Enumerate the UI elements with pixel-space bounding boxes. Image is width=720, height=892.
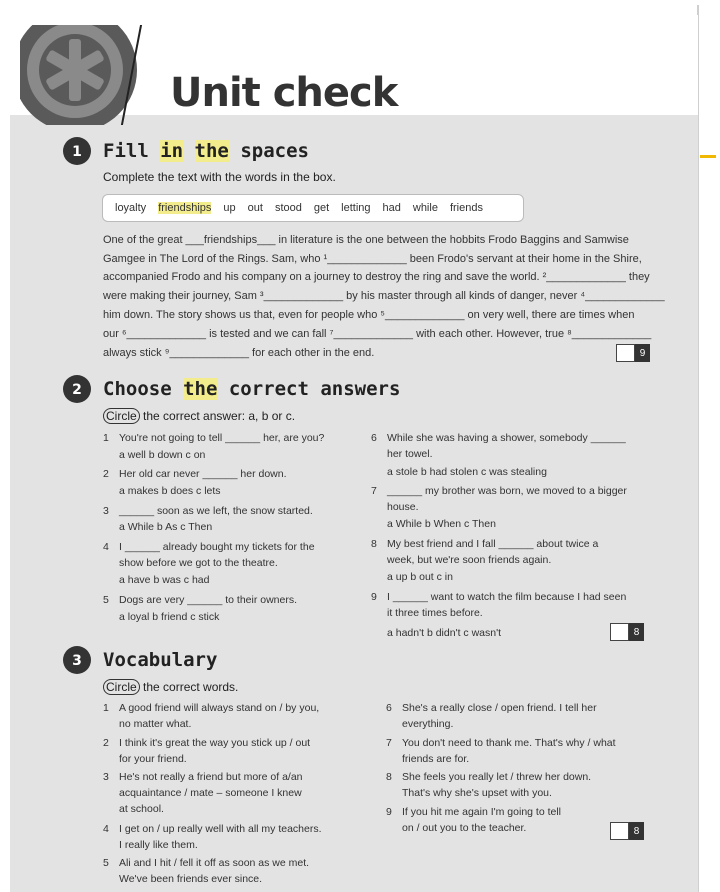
question-item: 2 Her old car never ______ her down.: [103, 468, 287, 480]
word-box-item: up: [223, 202, 236, 214]
question-item: 7 ______ my brother was born, we moved to a bigger house.: [371, 485, 627, 513]
text-line: accompanied Frodo and his company on a journey to destroy the ring and save the world. ²_____________ they: [103, 271, 650, 283]
word-box-item: while: [412, 202, 438, 214]
vocab-item: 9 If you hit me again I'm going to tell on / out you to the teacher.: [386, 806, 562, 834]
question-item: 5 Dogs are very ______ to their owners.: [103, 594, 298, 606]
word-box: [102, 194, 524, 222]
word-box-item: stood: [274, 202, 302, 214]
section-2-badge-icon: [62, 374, 92, 404]
answer-options: a have b was c had: [119, 574, 210, 586]
section-1-badge-icon: [62, 136, 92, 166]
section-3-number: 3: [72, 653, 82, 669]
vocab-item: 7 You don't need to thank me. That's why / what friends are for.: [386, 737, 616, 765]
section-3-title: Vocabulary: [103, 649, 218, 671]
score-box: 9: [616, 344, 650, 362]
vocab-item: 2 I think it's great the way you stick up / out for your friend.: [103, 737, 311, 765]
question-item: 3 ______ soon as we left, the snow started.: [103, 505, 313, 517]
question-item: 1 You're not going to tell ______ her, are you?: [103, 432, 325, 444]
text-line: were making their journey, Sam ³_____________ by his master through all kinds of danger, never ⁴_____________: [103, 290, 665, 302]
question-item: 4 I ______ already bought my tickets for the show before we got to the theatre.: [103, 541, 315, 569]
text-line: always stick ⁹_____________ for each other in the end.: [103, 347, 375, 359]
section-2-number: 2: [72, 382, 82, 398]
word-box-item: letting: [341, 202, 371, 214]
section-1-number: 1: [72, 144, 82, 160]
section-1-title: Fill in the spaces: [103, 140, 309, 162]
vocab-item: 1 A good friend will always stand on / by you, no matter what.: [103, 702, 320, 730]
text-line: him down. The story shows us that, even for people who ⁵_____________ on very well, there are times when: [103, 309, 635, 321]
section-3-badge-icon: [62, 645, 92, 675]
section-1-instruction: Complete the text with the words in the box.: [103, 170, 336, 184]
vocab-item: 5 Ali and I hit / fell it off as soon as we met. We've been friends ever since.: [103, 857, 310, 885]
answer-options: a hadn't b didn't c wasn't: [387, 627, 502, 639]
answer-options: a While b As c Then: [119, 521, 213, 533]
vocab-item: 8 She feels you really let / threw her down. That's why she's upset with you.: [386, 771, 592, 799]
text-line: Gamgee in The Lord of the Rings. Sam, who ¹_____________ been Frodo's servant at their home in the Shire,: [103, 253, 642, 265]
question-item: 6 While she was having a shower, somebody ______ her towel.: [371, 432, 626, 460]
score-box: 8: [610, 623, 644, 641]
section-2-instruction: Circle the correct answer: a, b or c.: [103, 409, 295, 423]
answer-options: a well b down c on: [119, 449, 206, 461]
answer-options: a stole b had stolen c was stealing: [387, 466, 547, 478]
word-box-item: friendships: [158, 202, 212, 214]
word-box-item: out: [247, 202, 263, 214]
page-title: Unit check: [170, 70, 398, 116]
yellow-margin-marker: [700, 155, 716, 158]
answer-options: a up b out c in: [387, 571, 453, 583]
vocab-item: 6 She's a really close / open friend. I tell her everything.: [386, 702, 597, 730]
text-line: our ⁶_____________ is tested and we can fall ⁷_____________ with each other. However, true ⁸_____________: [103, 328, 652, 340]
text-line: One of the great ___friendships___ in literature is the one between the hobbits Frodo Baggins and Samwise: [103, 234, 629, 246]
asterisk-logo-icon: [20, 25, 170, 125]
vocab-item: 3 He's not really a friend but more of a/an acquaintance / mate – someone I knew at school.: [103, 771, 303, 815]
word-box-item: friends: [449, 202, 483, 214]
score-box: 8: [610, 822, 644, 840]
word-box-item: get: [313, 202, 330, 214]
question-item: 8 My best friend and I fall ______ about twice a week, but we're soon friends again.: [371, 538, 599, 566]
vocab-item: 4 I get on / up really well with all my teachers. I really like them.: [103, 823, 322, 851]
answer-options: a loyal b friend c stick: [119, 611, 220, 623]
section-3-instruction: Circle the correct words.: [103, 680, 238, 694]
answer-options: a makes b does c lets: [119, 485, 221, 497]
word-box-item: had: [382, 202, 401, 214]
section-2-title: Choose the correct answers: [103, 378, 401, 400]
word-box-item: loyalty: [115, 202, 147, 214]
answer-options: a While b When c Then: [387, 518, 496, 530]
question-item: 9 I ______ want to watch the film because I had seen it three times before.: [371, 591, 627, 619]
